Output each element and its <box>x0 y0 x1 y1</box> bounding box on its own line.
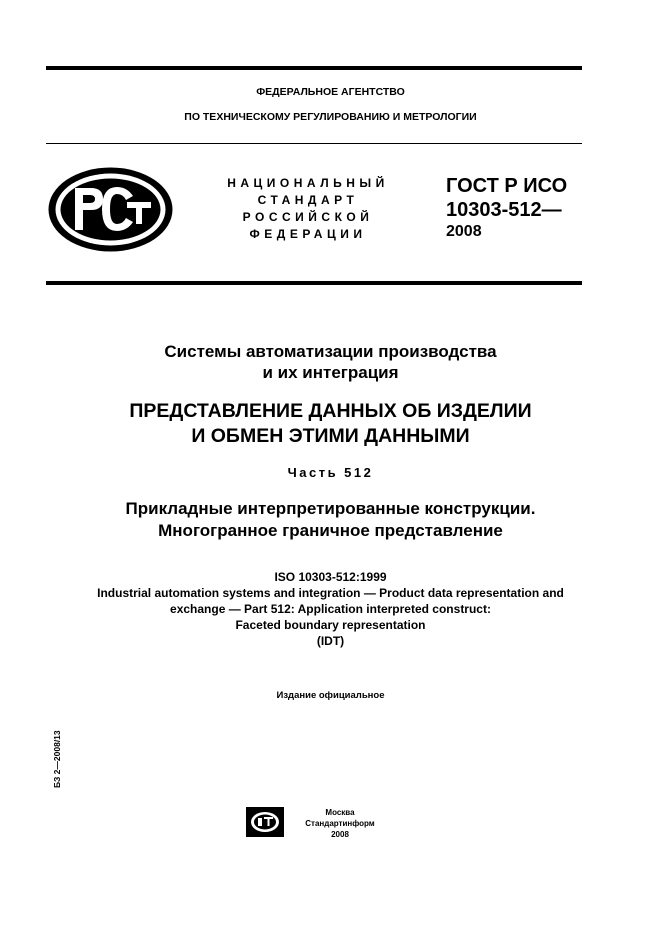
gost-year: 2008 <box>446 223 482 240</box>
subtitle <box>0 498 661 542</box>
iso-reference <box>0 569 661 649</box>
national-standard-label <box>208 175 408 243</box>
iso-line-4: Faceted boundary representation <box>235 618 426 632</box>
publisher-info <box>300 807 380 840</box>
publisher-city: Москва <box>325 808 355 817</box>
pct-emblem-icon <box>47 166 174 253</box>
sub-line-1: Прикладные интерпретированные конструкции. <box>125 499 536 518</box>
edition-label: Издание официальное <box>276 690 385 701</box>
national-line-2: СТАНДАРТ <box>257 193 359 207</box>
publisher-logo <box>245 806 285 838</box>
series-line-2: и их интеграция <box>262 363 399 382</box>
gost-r-logo <box>47 166 174 253</box>
main-line-2: И ОБМЕН ЭТИМИ ДАННЫМИ <box>191 425 470 447</box>
sub-line-2: Многогранное граничное представление <box>158 521 503 540</box>
agency-line-2: ПО ТЕХНИЧЕСКОМУ РЕГУЛИРОВАНИЮ И МЕТРОЛОГИИ <box>184 111 477 123</box>
series-line-1: Системы автоматизации производства <box>164 342 497 361</box>
iso-line-1: ISO 10303-512:1999 <box>274 570 387 584</box>
agency-line-1: ФЕДЕРАЛЬНОЕ АГЕНТСТВО <box>256 86 405 98</box>
series-title <box>0 341 661 383</box>
side-code: БЗ 2—2008/13 <box>52 730 62 788</box>
header-divider <box>46 143 582 144</box>
part-label: Часть 512 <box>287 465 374 480</box>
block-divider <box>46 281 582 285</box>
standartinform-logo-icon <box>245 806 285 838</box>
publisher-name: Стандартинформ <box>305 819 375 828</box>
gost-designation <box>446 174 567 242</box>
publisher-year: 2008 <box>331 830 349 839</box>
top-rule <box>46 66 582 70</box>
main-line-1: ПРЕДСТАВЛЕНИЕ ДАННЫХ ОБ ИЗДЕЛИИ <box>129 400 532 422</box>
national-line-3: РОССИЙСКОЙ <box>242 210 374 224</box>
national-line-4: ФЕДЕРАЦИИ <box>249 227 367 241</box>
iso-line-3: exchange — Part 512: Application interpreted construct: <box>170 602 491 616</box>
gost-line-1: ГОСТ Р ИСО <box>446 175 568 197</box>
iso-line-2: Industrial automation systems and integration — Product data representation and <box>97 586 564 600</box>
gost-line-2: 10303-512— <box>446 199 562 221</box>
main-title <box>0 399 661 449</box>
national-line-1: НАЦИОНАЛЬНЫЙ <box>227 176 389 190</box>
iso-line-5: (IDT) <box>316 634 345 648</box>
